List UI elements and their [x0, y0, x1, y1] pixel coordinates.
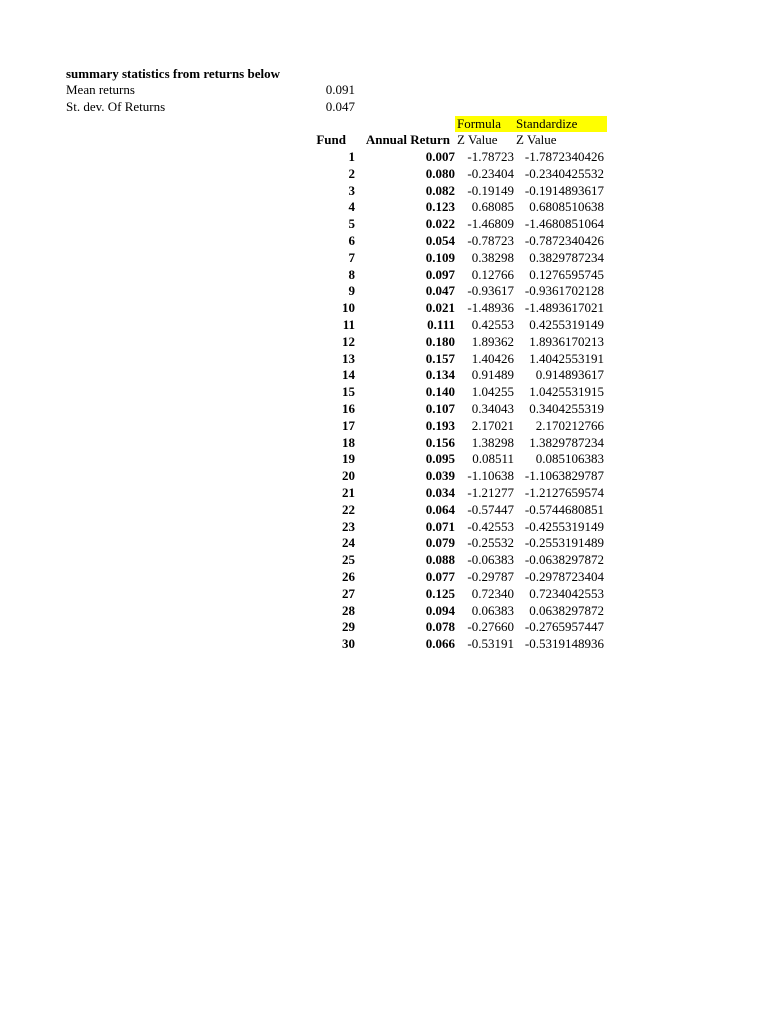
z-value-standardize-cell: -0.4255319149	[524, 518, 604, 534]
annual-return-cell: 0.095	[425, 451, 455, 467]
z-value-formula-cell: -1.78723	[467, 149, 514, 164]
z-value-formula-cell: 0.72340	[471, 585, 514, 601]
fund-number-cell: 24	[342, 535, 355, 551]
annual-return-cell: 0.066	[425, 636, 455, 652]
table-row	[300, 367, 604, 384]
z-value-formula-cell: -0.27660	[467, 619, 514, 635]
table-row	[300, 636, 604, 653]
table-row	[300, 401, 604, 418]
z-value-formula-cell: -1.48936	[467, 300, 514, 316]
summary-title: summary statistics from returns below	[66, 66, 280, 81]
annual-return-cell: 0.064	[425, 501, 455, 517]
annual-return-cell: 0.088	[425, 552, 455, 568]
z-value-standardize-cell: 0.3404255319	[529, 400, 604, 416]
fund-returns-table	[300, 149, 604, 653]
z-value-standardize-cell: 2.170212766	[535, 417, 604, 433]
z-value-formula-cell: 0.42553	[471, 316, 514, 332]
z-value-formula-cell: 1.38298	[471, 434, 514, 450]
st-dev-label: St. dev. Of Returns	[66, 99, 166, 114]
table-row	[300, 502, 604, 519]
table-row	[300, 569, 604, 586]
z-value-standardize-cell: -0.2978723404	[524, 568, 604, 584]
annual-return-cell: 0.080	[425, 165, 455, 181]
z-value-standardize-cell: -0.2765957447	[524, 619, 604, 635]
fund-number-cell: 7	[348, 249, 355, 265]
table-row	[300, 199, 604, 216]
z-value-formula-cell: -0.42553	[467, 518, 514, 534]
z-value-formula-cell: 1.40426	[471, 350, 514, 366]
annual-return-cell: 0.071	[425, 518, 455, 534]
fund-number-cell: 5	[348, 216, 355, 232]
table-row	[300, 166, 604, 183]
fund-number-cell: 26	[342, 568, 355, 584]
z-value-standardize-cell: 1.4042553191	[529, 350, 604, 366]
fund-number-cell: 16	[342, 400, 355, 416]
z-value-standardize-cell: 1.3829787234	[529, 434, 604, 450]
table-row	[300, 603, 604, 620]
z-value-standardize-cell: -0.0638297872	[524, 552, 604, 568]
z-value-standardize-cell: -1.7872340426	[524, 149, 604, 164]
annual-return-cell: 0.180	[425, 333, 455, 349]
standardize-header: Standardize	[516, 116, 578, 131]
z-value-standardize-cell: -1.2127659574	[524, 484, 604, 500]
table-row	[300, 149, 604, 166]
table-row	[300, 334, 604, 351]
z-value-formula-cell: 0.34043	[471, 400, 514, 416]
z-value-formula-cell: -0.23404	[467, 165, 514, 181]
z-value-standardize-cell: -0.1914893617	[524, 182, 604, 198]
z-value-standardize-cell: 1.0425531915	[529, 384, 604, 400]
fund-number-cell: 19	[342, 451, 355, 467]
fund-number-cell: 2	[348, 165, 355, 181]
z-value-standardize-cell: 0.0638297872	[529, 602, 604, 618]
z-value-formula-cell: 0.06383	[471, 602, 514, 618]
table-row	[300, 300, 604, 317]
table-row	[300, 250, 604, 267]
z-value-formula-cell: -1.10638	[467, 468, 514, 484]
table-row	[300, 216, 604, 233]
table-row	[300, 351, 604, 368]
table-row	[300, 435, 604, 452]
z-value-standardize-cell: -0.9361702128	[524, 283, 604, 299]
z-value-standardize-cell: 0.4255319149	[529, 316, 604, 332]
z-value-standardize-cell: 0.1276595745	[529, 266, 604, 282]
annual-return-cell: 0.021	[425, 300, 455, 316]
fund-number-cell: 27	[342, 585, 355, 601]
table-row	[300, 519, 604, 536]
table-row	[300, 267, 604, 284]
fund-number-cell: 11	[342, 316, 355, 332]
z-value-standardize-cell: -1.1063829787	[524, 468, 604, 484]
z-value-formula-cell: -0.53191	[467, 636, 514, 652]
table-row	[300, 552, 604, 569]
fund-number-cell: 22	[342, 501, 355, 517]
z-value-formula-cell: 0.68085	[471, 199, 514, 215]
annual-return-cell: 0.140	[425, 384, 455, 400]
z-value-standardize-cell: 0.6808510638	[529, 199, 604, 215]
annual-return-cell: 0.082	[425, 182, 455, 198]
z-value-standardize-cell: -0.5319148936	[524, 636, 604, 652]
z-value-formula-cell: 0.38298	[471, 249, 514, 265]
annual-return-cell: 0.157	[425, 350, 455, 366]
annual-return-cell: 0.079	[425, 535, 455, 551]
formula-header: Formula	[457, 116, 502, 131]
table-row	[300, 451, 604, 468]
mean-returns-value: 0.091	[325, 82, 355, 97]
fund-number-cell: 14	[342, 367, 355, 383]
table-row	[300, 485, 604, 502]
annual-return-cell: 0.193	[425, 417, 455, 433]
fund-number-cell: 29	[342, 619, 355, 635]
z-value-formula-cell: 1.04255	[471, 384, 514, 400]
annual-return-cell: 0.156	[425, 434, 455, 450]
z-value-formula-cell: 0.08511	[472, 451, 514, 467]
fund-number-cell: 3	[348, 182, 355, 198]
table-row	[300, 233, 604, 250]
z-value-formula-cell: 0.12766	[471, 266, 514, 282]
z-value-formula-cell: -1.21277	[467, 484, 514, 500]
table-row	[300, 619, 604, 636]
annual-return-cell: 0.054	[425, 232, 455, 248]
fund-number-cell: 20	[342, 468, 355, 484]
z-value-standardize-cell: -0.2340425532	[524, 165, 604, 181]
table-row	[300, 317, 604, 334]
table-row	[300, 283, 604, 300]
annual-return-cell: 0.047	[425, 283, 455, 299]
fund-number-cell: 6	[348, 232, 355, 248]
z-value-formula-cell: -0.93617	[467, 283, 514, 299]
fund-number-cell: 8	[348, 266, 355, 282]
table-row	[300, 418, 604, 435]
mean-returns-label: Mean returns	[66, 82, 135, 97]
fund-number-cell: 15	[342, 384, 355, 400]
fund-number-cell: 10	[342, 300, 355, 316]
fund-number-cell: 9	[348, 283, 355, 299]
annual-return-cell: 0.109	[425, 249, 455, 265]
fund-number-cell: 18	[342, 434, 355, 450]
annual-return-cell: 0.034	[425, 484, 455, 500]
z-value-standardize-cell: -0.2553191489	[524, 535, 604, 551]
annual-return-column-header: Annual Return	[365, 132, 450, 147]
z-value-formula-cell: 0.91489	[471, 367, 514, 383]
table-row	[300, 183, 604, 200]
z-value-standardize-cell: -0.5744680851	[524, 501, 604, 517]
z-value-standardize-cell: 1.8936170213	[529, 333, 604, 349]
z-value-formula-cell: 2.17021	[471, 417, 514, 433]
fund-number-cell: 4	[348, 199, 355, 215]
z-value-formula-cell: -0.25532	[467, 535, 514, 551]
z-value-standardize-column-header: Z Value	[516, 132, 557, 147]
annual-return-cell: 0.022	[425, 216, 455, 232]
fund-number-cell: 13	[342, 350, 355, 366]
table-row	[300, 384, 604, 401]
z-value-formula-cell: -0.57447	[467, 501, 514, 517]
fund-number-cell: 23	[342, 518, 355, 534]
annual-return-cell: 0.134	[425, 367, 455, 383]
table-row	[300, 586, 604, 603]
z-value-formula-column-header: Z Value	[457, 132, 498, 147]
table-row	[300, 535, 604, 552]
fund-number-cell: 1	[348, 149, 355, 164]
z-value-formula-cell: -0.29787	[467, 568, 514, 584]
z-value-standardize-cell: -0.7872340426	[524, 232, 604, 248]
annual-return-cell: 0.111	[427, 316, 455, 332]
fund-number-cell: 17	[342, 417, 355, 433]
fund-column-header: Fund	[316, 132, 346, 147]
z-value-standardize-cell: 0.914893617	[535, 367, 604, 383]
table-row	[300, 468, 604, 485]
fund-number-cell: 28	[342, 602, 355, 618]
st-dev-value: 0.047	[325, 99, 355, 114]
z-value-standardize-cell: 0.085106383	[535, 451, 604, 467]
z-value-standardize-cell: 0.3829787234	[529, 249, 604, 265]
annual-return-cell: 0.125	[425, 585, 455, 601]
annual-return-cell: 0.039	[425, 468, 455, 484]
z-value-standardize-cell: -1.4893617021	[524, 300, 604, 316]
annual-return-cell: 0.007	[425, 149, 455, 164]
annual-return-cell: 0.107	[425, 400, 455, 416]
fund-number-cell: 25	[342, 552, 355, 568]
z-value-formula-cell: -1.46809	[467, 216, 514, 232]
annual-return-cell: 0.123	[425, 199, 455, 215]
annual-return-cell: 0.077	[425, 568, 455, 584]
fund-number-cell: 12	[342, 333, 355, 349]
z-value-standardize-cell: 0.7234042553	[529, 585, 604, 601]
fund-number-cell: 30	[342, 636, 355, 652]
z-value-formula-cell: -0.19149	[467, 182, 514, 198]
z-value-standardize-cell: -1.4680851064	[524, 216, 604, 232]
z-value-formula-cell: -0.78723	[467, 232, 514, 248]
fund-number-cell: 21	[342, 484, 355, 500]
z-value-formula-cell: 1.89362	[471, 333, 514, 349]
annual-return-cell: 0.078	[425, 619, 455, 635]
z-value-formula-cell: -0.06383	[467, 552, 514, 568]
annual-return-cell: 0.094	[425, 602, 455, 618]
annual-return-cell: 0.097	[425, 266, 455, 282]
